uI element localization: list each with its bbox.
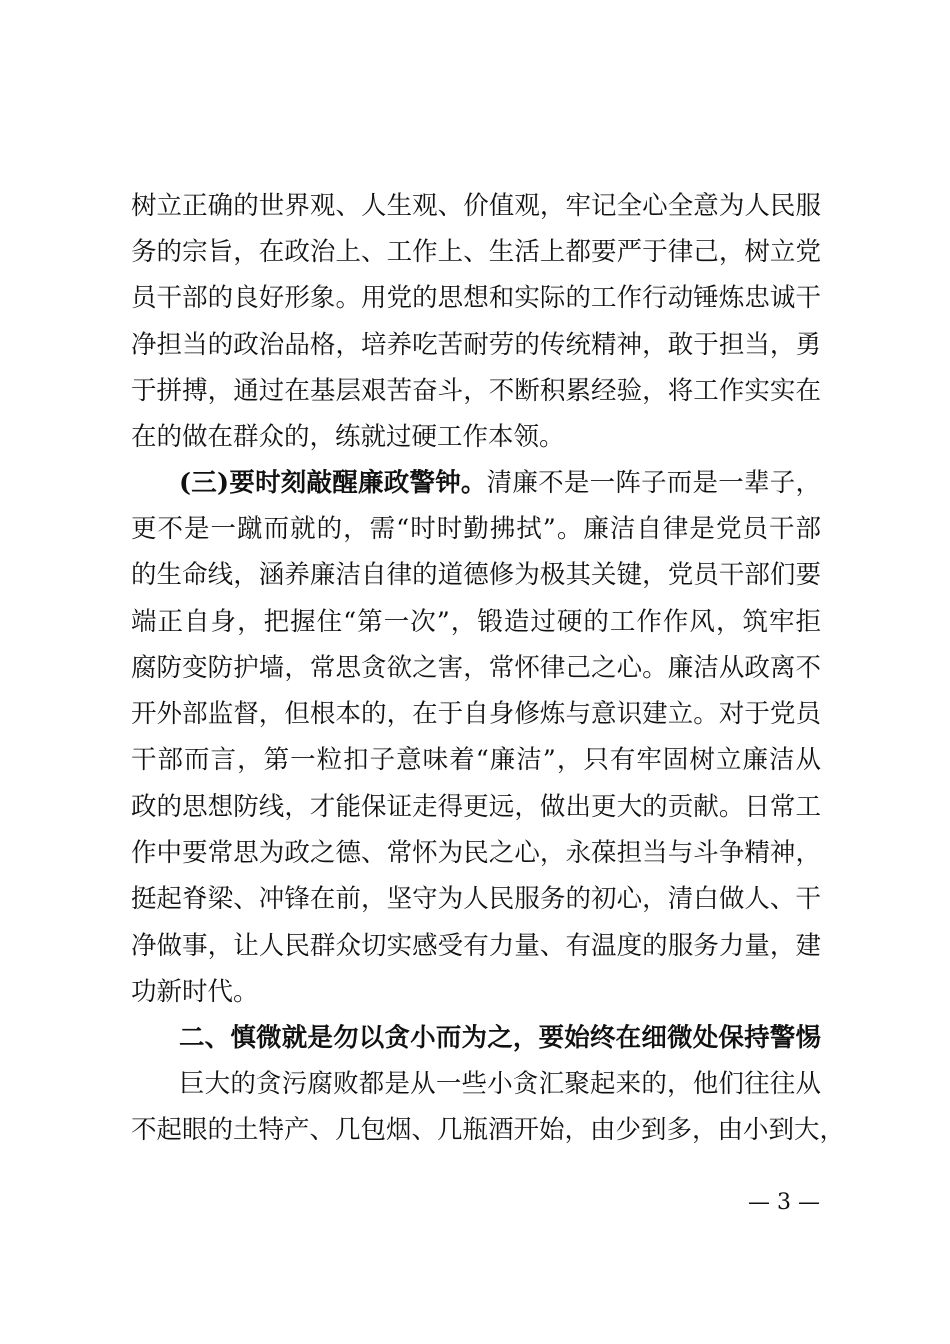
text-line: 开外部监督，但根本的，在于自身修炼与意识建立。对于党员 bbox=[131, 699, 821, 729]
text-line: 员干部的良好形象。用党的思想和实际的工作行动锤炼忠诚干 bbox=[131, 283, 821, 313]
text-line: 更不是一蹴而就的，需“时时勤拂拭”。廉洁自律是党员干部 bbox=[131, 514, 821, 544]
text-line: 挺起脊梁、冲锋在前，坚守为人民服务的初心，清白做人、干 bbox=[131, 884, 821, 914]
subheading: (三)要时刻敲醒廉政警钟。 bbox=[179, 468, 487, 498]
text-line: 政的思想防线，才能保证走得更远，做出更大的贡献。日常工 bbox=[131, 792, 821, 822]
text-line-with-subheading bbox=[179, 463, 821, 503]
text-line: 于拼搏，通过在基层艰苦奋斗，不断积累经验，将工作实实在 bbox=[131, 376, 821, 406]
text-line: 腐防变防护墙，常思贪欲之害，常怀律己之心。廉洁从政离不 bbox=[131, 653, 821, 683]
text-line: 干部而言，第一粒扣子意味着“廉洁”，只有牢固树立廉洁从 bbox=[131, 745, 821, 775]
text-line: 功新时代。 bbox=[131, 977, 259, 1007]
text-line: 作中要常思为政之德、常怀为民之心，永葆担当与斗争精神， bbox=[131, 838, 821, 868]
text-line: 净担当的政治品格，培养吃苦耐劳的传统精神，敢于担当，勇 bbox=[131, 330, 821, 360]
text-line: 端正自身，把握住“第一次”，锻造过硬的工作作风，筑牢拒 bbox=[131, 607, 821, 637]
subheading-trailing-text: 清廉不是一阵子而是一辈子， bbox=[486, 468, 821, 498]
section-heading: 二、慎微就是勿以贪小而为之，要始终在细微处保持警惕 bbox=[179, 1023, 821, 1053]
text-line: 巨大的贪污腐败都是从一些小贪汇聚起来的，他们往往从 bbox=[179, 1069, 821, 1099]
text-line: 不起眼的土特产、几包烟、几瓶酒开始，由少到多，由小到大， bbox=[131, 1115, 846, 1145]
text-line: 在的做在群众的，练就过硬工作本领。 bbox=[131, 422, 565, 452]
page-number: — 3 — bbox=[748, 1190, 820, 1215]
text-line: 树立正确的世界观、人生观、价值观，牢记全心全意为人民服 bbox=[131, 191, 821, 221]
text-line: 务的宗旨，在政治上、工作上、生活上都要严于律己，树立党 bbox=[131, 237, 821, 267]
text-line: 净做事，让人民群众切实感受有力量、有温度的服务力量，建 bbox=[131, 931, 821, 961]
text-line: 的生命线，涵养廉洁自律的道德修为极其关键，党员干部们要 bbox=[131, 560, 821, 590]
